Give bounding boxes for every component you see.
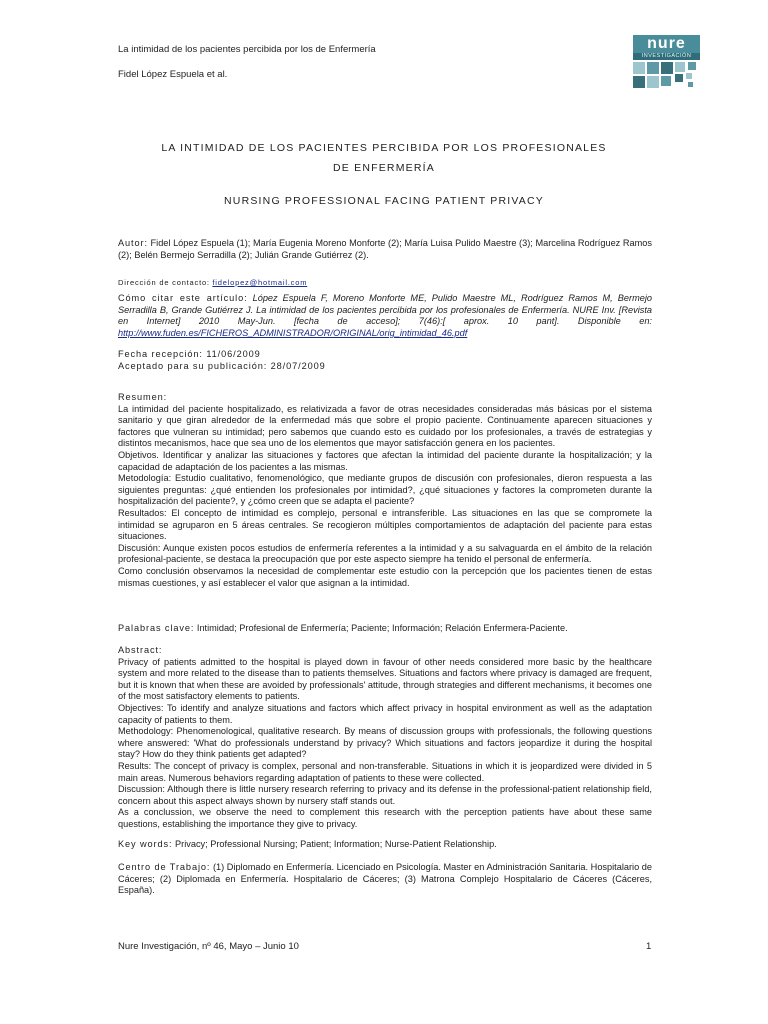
date-received: Fecha recepción: 11/06/2009 (118, 349, 261, 359)
authors (118, 238, 652, 261)
page-number: 1 (646, 941, 652, 952)
contact (118, 277, 652, 289)
title-spanish-line1: LA INTIMIDAD DE LOS PACIENTES PERCIBIDA POR LOS PROFESIONALES (161, 142, 607, 154)
workplace-label: Centro de Trabajo: (118, 862, 211, 872)
resumen-metodologia: Metodología: Estudio cualitativo, fenomenológico, que mediante grupos de discusión con profesionales, dieron respuesta a las siguientes preguntas: ¿qué entienden los profesionales por intimidad?, ¿qué situaciones y factores la comprometen durante la hospitalización del paciente?, y ¿cómo creen que se adapta el paciente? (118, 473, 652, 507)
logo-wordmark: nure (633, 35, 700, 53)
citation-label: Cómo citar este artículo: (118, 293, 248, 303)
keywords-english-text: Privacy; Professional Nursing; Patient; Information; Nurse-Patient Relationship. (175, 839, 497, 849)
abstract-section (118, 645, 652, 831)
abstract-objectives: Objectives: To identify and analyze situations and factors which affect privacy in hospital environment as well as the adaptation capacity of patients to them. (118, 702, 652, 725)
logo-subtitle: INVESTIGACIÓN (633, 53, 700, 60)
workplace (118, 862, 652, 897)
resumen-heading: Resumen: (118, 392, 168, 402)
abstract-results: Results: The concept of privacy is complex, personal and non-transferable. Situations in which it is jeopardized were divided in 5 main areas. Numerous behaviors regarding adaptation of patients to these were collected. (118, 760, 652, 783)
authors-label: Autor: (118, 238, 148, 248)
running-header-authors: Fidel López Espuela et al. (118, 69, 228, 80)
citation (118, 293, 652, 339)
abstract-intro: Privacy of patients admitted to the hospital is played down in favour of other needs considered more basic by the healthcare system and more related to the disease than to patients themselves. Situations and factors where privacy is damaged are frequent, but it is known that when these are avoided by professionals' attitude, through strategies and different mechanisms, it becomes one of the most satisfactory elements to patients. (118, 656, 652, 702)
resumen-section (118, 392, 652, 589)
citation-url-link[interactable]: http://www.fuden.es/FICHEROS_ADMINISTRADOR/ORIGINAL/orig_intimidad_46.pdf (118, 327, 468, 338)
citation-text: López Espuela F, Moreno Monforte ME, Pulido Maestre ML, Rodríguez Ramos M, Bermejo Serradilla B, Grande Gutiérrez J. La intimidad de los pacientes percibida por los profesionales de Enfermería. NURE Inv. [Revista en Internet] 2010 May-Jun. [fecha de acceso]; 7(46):[ aprox. 10 pant]. (118, 293, 652, 327)
citation-available-label: Disponible en: (577, 316, 652, 327)
abstract-discussion: Discussion: Although there is little nursery research referring to privacy and its defense in the professional-patient relationship field, concern about this aspect always shown by nursery staff stands out. (118, 784, 652, 806)
resumen-resultados: Resultados: El concepto de intimidad es complejo, personal e intransferible. Las situaciones en las que se compromete la intimidad se agruparon en 5 áreas centrales. Se recogieron múltiples comportamientos de adaptación del paciente para estas situaciones. (118, 507, 652, 542)
resumen-discusion: Discusión: Aunque existen pocos estudios de enfermería referentes a la intimidad y a su salvaguarda en el ámbito de la relación profesional-paciente, se destaca la preocupación que por este aspecto siempre ha tenido el personal de enfermería. (118, 542, 652, 565)
authors-list: Fidel López Espuela (1); María Eugenia Moreno Monforte (2); María Luisa Pulido Maestre (3); Marcelina Rodríguez Ramos (2); Belén Bermejo Serradilla (2); Julián Grande Gutiérrez (2). (118, 238, 652, 260)
title-english: NURSING PROFESSIONAL FACING PATIENT PRIVACY (224, 195, 544, 207)
abstract-heading: Abstract: (118, 645, 163, 655)
abstract-conclusion: As a conclussion, we observe the need to complement this research with the perception patients have about these same questions, establishing the importance they give to privacy. (118, 807, 652, 829)
abstract-methodology: Methodology: Phenomenological, qualitative research. By means of discussion groups with professionals, the following questions where answered: 'What do professionals understand by privacy? Which situations and factors jeopardize it during the hospital stay? How do they think patients get adapted? (118, 726, 652, 760)
contact-email-link[interactable]: fidelopez@hotmail.com (212, 278, 308, 287)
contact-label: Dirección de contacto: (118, 278, 210, 287)
resumen-conclusion: Como conclusión observamos la necesidad de complementar este estudio con la percepción que los pacientes tienen de estas mismas cuestiones, y así establecer el valor que asignan a la intimidad. (118, 565, 652, 588)
logo-squares-graphic (633, 60, 700, 92)
keywords-english-label: Key words: (118, 839, 173, 849)
resumen-intro: La intimidad del paciente hospitalizado, es relativizada a favor de otras necesidades consideradas más básicas por el sistema sanitario y que giran alrededor de la enfermedad más que sobre el propio paciente. Continuamente aparecen situaciones y factores que vulneran su intimidad; pero sabemos que cuando esto es cuidado por los profesionales, a través de estrategias y distintos mecanismos, hace que sea uno de los elementos que mayor satisfacción genera en los pacientes. (118, 403, 652, 449)
keywords-spanish-text: Intimidad; Profesional de Enfermería; Paciente; Información; Relación Enfermera-Paciente. (196, 623, 568, 633)
resumen-objetivos: Objetivos. Identificar y analizar las situaciones y factores que afectan la intimidad del paciente durante la hospitalización; y la capacidad de adaptación de los pacientes a las mismas. (118, 449, 652, 472)
workplace-text: (1) Diplomado en Enfermería. Licenciado en Psicología. Master en Administración Sanitaria. Hospitalario de Cáceres; (2) Diplomada en Enfermería. Hospitalario de Cáceres; (3) Matrona Complejo Hospitalario de Cáceres (Cáceres, España). (118, 862, 652, 896)
keywords-spanish-label: Palabras clave: (118, 623, 195, 633)
running-header-title: La intimidad de los pacientes percibida por los de Enfermería (118, 44, 376, 55)
keywords-english (118, 839, 652, 851)
keywords-spanish (118, 623, 652, 635)
date-accepted: Aceptado para su publicación: 28/07/2009 (118, 360, 326, 371)
dates (118, 349, 652, 372)
title-spanish-line2: DE ENFERMERÍA (333, 162, 435, 174)
footer-journal: Nure Investigación, nº 46, Mayo – Junio 10 (118, 941, 299, 952)
nure-logo (633, 35, 700, 92)
